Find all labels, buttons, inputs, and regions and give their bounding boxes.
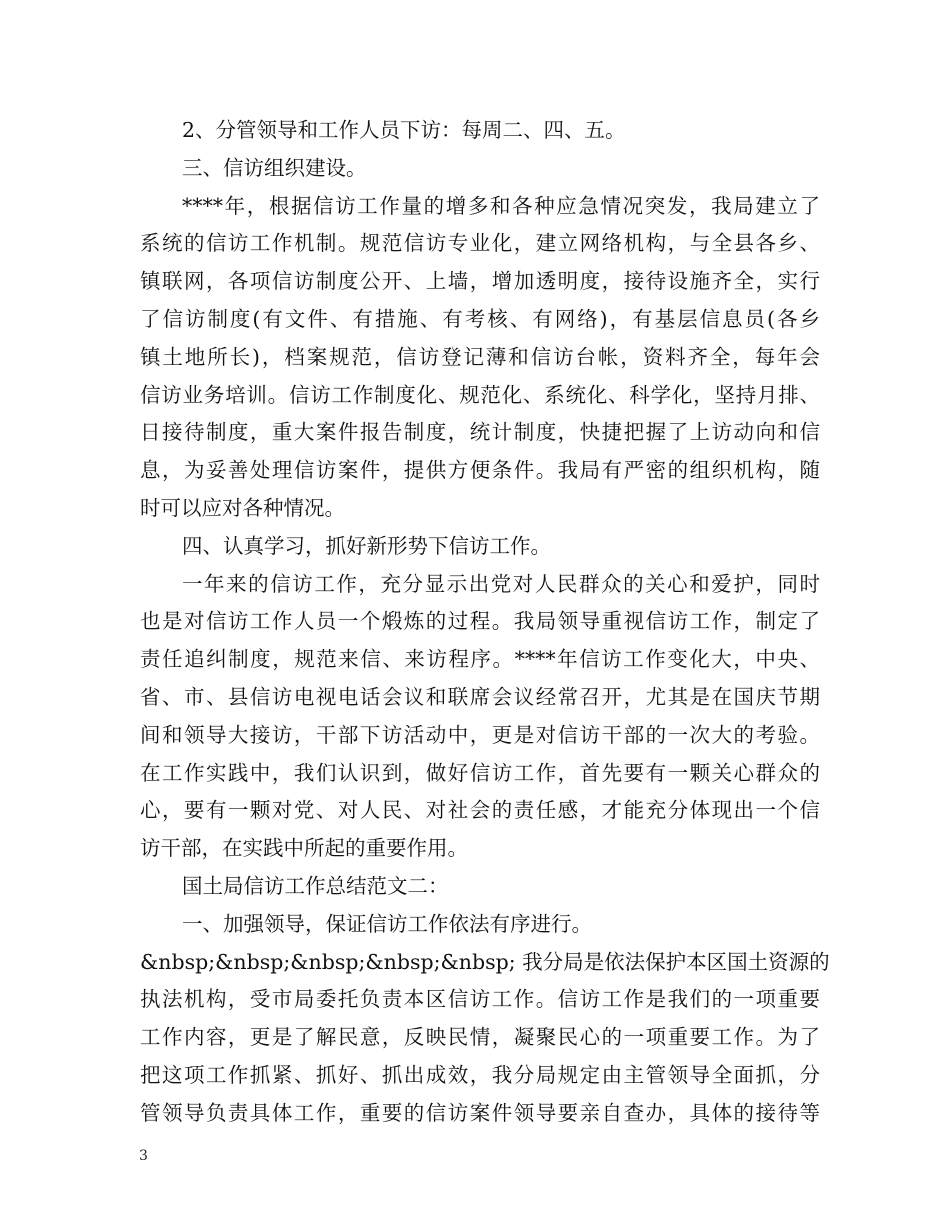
text-line: 2、分管领导和工作人员下访：每周二、四、五。: [182, 118, 626, 142]
text-line: 心，要有一颗对党、对人民、对社会的责任感，才能充分体现出一个信: [140, 798, 820, 823]
text-line: ****年，根据信访工作量的增多和各种应急情况突发，我局建立了: [182, 193, 820, 218]
text-line: 间和领导大接访，干部下访活动中，更是对信访干部的一次大的考验。: [140, 722, 820, 747]
text-line: 一年来的信访工作，充分显示出党对人民群众的关心和爱护，同时: [182, 571, 820, 596]
text-line: 国土局信访工作总结范文二：: [182, 873, 449, 898]
page-number: 3: [139, 1148, 148, 1164]
text-line: 省、市、县信访电视电话会议和联席会议经常召开，尤其是在国庆节期: [140, 684, 820, 709]
text-line: 三、信访组织建设。: [182, 155, 367, 180]
text-line: 访干部，在实践中所起的重要作用。: [140, 836, 468, 861]
text-line: 系统的信访工作机制。规范信访专业化，建立网络机构，与全县各乡、: [140, 231, 820, 256]
body-text: [140, 112, 830, 1133]
text-line: 管领导负责具体工作，重要的信访案件领导要亲自查办，具体的接待等: [140, 1100, 820, 1125]
text-line: 一、加强领导，保证信访工作依法有序进行。: [182, 911, 592, 936]
text-line: 镇土地所长)，档案规范，信访登记薄和信访台帐，资料齐全，每年会: [140, 344, 820, 369]
text-line: 了信访制度(有文件、有措施、有考核、有网络)，有基层信息员(各乡: [140, 306, 820, 331]
text-line: &nbsp;&nbsp;&nbsp;&nbsp;&nbsp; 我分局是依法保护本区国土资源的: [140, 949, 830, 974]
text-line: 时可以应对各种情况。: [140, 495, 345, 520]
text-line: 镇联网，各项信访制度公开、上墙，增加透明度，接待设施齐全，实行: [140, 269, 820, 294]
text-line: 日接待制度，重大案件报告制度，统计制度，快捷把握了上访动向和信: [140, 420, 820, 445]
text-line: 责任追纠制度，规范来信、来访程序。****年信访工作变化大，中央、: [140, 647, 820, 672]
text-line: 信访业务培训。信访工作制度化、规范化、系统化、科学化，坚持月排、: [140, 382, 820, 407]
text-line: 息，为妥善处理信访案件，提供方便条件。我局有严密的组织机构，随: [140, 458, 820, 483]
text-line: 执法机构，受市局委托负责本区信访工作。信访工作是我们的一项重要: [140, 987, 820, 1012]
text-line: 工作内容，更是了解民意，反映民情，凝聚民心的一项重要工作。为了: [140, 1025, 820, 1050]
text-line: 也是对信访工作人员一个煅炼的过程。我局领导重视信访工作，制定了: [140, 609, 820, 634]
text-line: 四、认真学习，抓好新形势下信访工作。: [182, 533, 551, 558]
text-line: 在工作实践中，我们认识到，做好信访工作，首先要有一颗关心群众的: [140, 760, 820, 785]
text-line: 把这项工作抓紧、抓好、抓出成效，我分局规定由主管领导全面抓，分: [140, 1062, 820, 1087]
